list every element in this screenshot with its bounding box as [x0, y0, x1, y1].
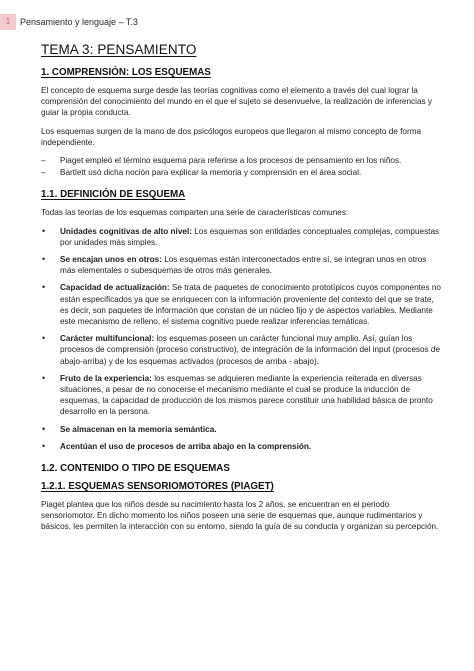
item-term: Fruto de la experiencia:	[60, 373, 152, 383]
item-text: Los esquemas son entidades conceptuales complejas, compuestas por unidades más simples.	[60, 226, 440, 247]
bullet-icon: •	[42, 333, 46, 344]
item-term: Unidades cognitivas de alto nivel:	[60, 226, 192, 236]
dash-list-item	[41, 167, 441, 178]
page-header	[0, 14, 474, 30]
list-item	[41, 441, 441, 452]
section-1-paragraph-2: Los esquemas surgen de la mano de dos psicólogos europeos que llegaron al mismo concepto de forma independiente.	[41, 126, 422, 147]
item-term: Se almacenan en la memoria semántica.	[60, 424, 217, 434]
section-1-1-heading: 1.1. DEFINICIÓN DE ESQUEMA	[41, 189, 186, 201]
characteristics-list	[41, 226, 441, 452]
list-item	[41, 282, 441, 327]
dash-marker: –	[41, 168, 46, 178]
document-body	[41, 42, 441, 540]
bullet-icon: •	[42, 254, 46, 265]
item-text: los esquemas poseen un carácter funcional muy amplio. Así, guían los procesos de comprensión (proceso constructivo), de integración de la información del input (procesos de abajo-arriba) y de los esquemas activados (procesos de arriba - abajo).	[60, 334, 441, 366]
section-1-1-intro: Todas las teorías de los esquemas comparten una serie de características comunes:	[41, 208, 349, 218]
item-term: Carácter multifuncional:	[60, 334, 155, 344]
list-item	[41, 254, 441, 276]
section-1-2-1-heading: 1.2.1. ESQUEMAS SENSORIOMOTORES (PIAGET)	[41, 481, 274, 493]
list-item	[41, 424, 441, 435]
item-text: Los esquemas están interconectados entre sí, se integran unos en otros más elementales o subesquemas de otros más generales.	[60, 255, 427, 276]
list-item	[41, 373, 441, 418]
dash-marker: –	[41, 156, 46, 166]
dash-list-item	[41, 155, 441, 166]
list-item	[41, 226, 441, 248]
bullet-icon: •	[42, 282, 46, 293]
bullet-icon: •	[42, 440, 46, 451]
header-title: Pensamiento y lenguaje – T.3	[20, 17, 138, 27]
item-term: Acentúan el uso de procesos de arriba abajo en la comprensión.	[60, 441, 312, 451]
dash-item-text: Bartlett usó dicha noción para explicar la memoria y comprensión en el área social.	[60, 168, 362, 178]
document-title: TEMA 3: PENSAMIENTO	[41, 42, 197, 57]
bullet-icon: •	[42, 225, 46, 236]
item-term: Capacidad de actualización:	[60, 283, 170, 293]
section-1-2-1-paragraph: Piaget plantea que los niños desde su nacimiento hasta los 2 años, se encuentran en el periodo sensoriomotor. En dicho momento los niños poseen una serie de esquemas que, aunque rudimentarios y básicos, les permiten la interacción con su entorno, siendo la guía de su conducta y organizan su percepción.	[41, 500, 439, 532]
item-text: Se trata de paquetes de conocimiento prototípicos cuyos componentes no están especificados ya que se enriquecen con la información proveniente del contexto del que se trate, es decir, son paquetes de información que constan de un núcleo fijo y de aspectos variables. Mediante este mecanismo de relleno, el sistema cognitivo puede realizar inferencias temáticas.	[60, 283, 441, 327]
dash-item-text: Piaget empleó el término esquema para referirse a los procesos de pensamiento en los niños.	[60, 156, 402, 166]
page-number: 1	[0, 14, 16, 30]
section-1-heading: 1. COMPRENSIÓN: LOS ESQUEMAS	[41, 67, 211, 78]
bullet-icon: •	[42, 372, 46, 383]
item-text: los esquemas se adquieren mediante la experiencia reiterada en diversas situaciones, a pesar de no conocerse el mecanismo mediante el cual se produce la inducción de esquemas, la capacidad de producción de los mismos parece constituir una habilidad básica de pronto desarrollo en la persona.	[60, 373, 433, 417]
section-1-paragraph-1: El concepto de esquema surge desde las teorías cognitivas como el elemento a través del cual lograr la comprensión del conocimiento del mundo en el que el sujeto se desenvuelve, la realización de inferencias y guiar la propia conducta.	[41, 86, 432, 118]
section-1-2-heading: 1.2. CONTENIDO O TIPO DE ESQUEMAS	[41, 463, 230, 475]
section-1-dash-list	[41, 155, 441, 178]
item-term: Se encajan unos en otros:	[60, 255, 162, 265]
bullet-icon: •	[42, 423, 46, 434]
list-item	[41, 333, 441, 367]
